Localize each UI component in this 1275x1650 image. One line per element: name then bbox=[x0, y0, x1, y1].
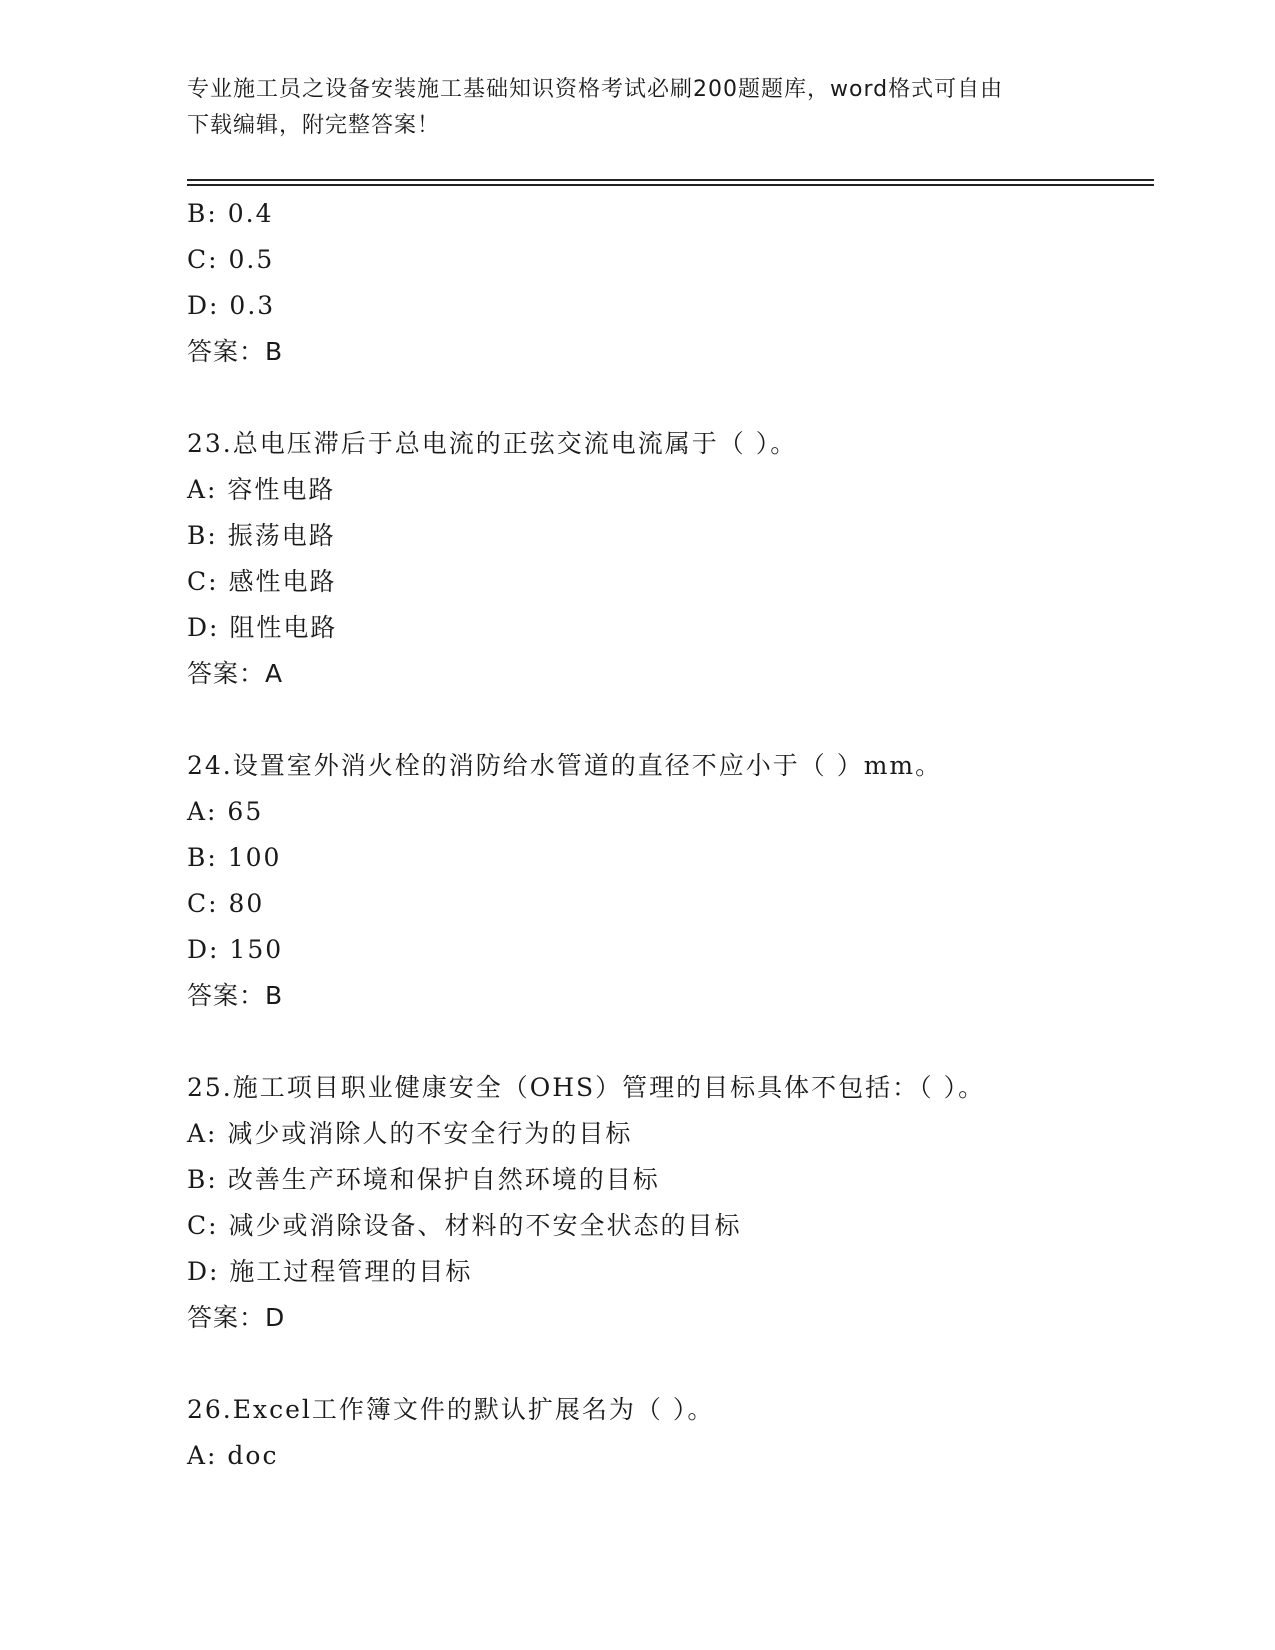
spacer bbox=[187, 697, 1147, 743]
question-25 bbox=[187, 1065, 1147, 1341]
option-c: C: 减少或消除设备、材料的不安全状态的目标 bbox=[187, 1211, 742, 1240]
header-divider-bottom bbox=[187, 184, 1154, 186]
answer-line: 答案：B bbox=[187, 337, 284, 366]
option-c: C: 80 bbox=[187, 889, 265, 918]
option-c: C: 感性电路 bbox=[187, 567, 337, 596]
option-a: A: 65 bbox=[187, 797, 264, 826]
option-d: D: 施工过程管理的目标 bbox=[187, 1257, 473, 1286]
answer-line: 答案：B bbox=[187, 981, 284, 1010]
question-text: 25.施工项目职业健康安全（OHS）管理的目标具体不包括：（ ）。 bbox=[187, 1073, 986, 1102]
question-24 bbox=[187, 743, 1147, 1019]
document-header bbox=[187, 72, 1067, 144]
option-d: D: 阻性电路 bbox=[187, 613, 338, 642]
question-23 bbox=[187, 421, 1147, 697]
question-22-continued bbox=[187, 191, 1147, 375]
question-text: 26.Excel工作簿文件的默认扩展名为（ ）。 bbox=[187, 1395, 715, 1424]
option-b: B: 改善生产环境和保护自然环境的目标 bbox=[187, 1165, 660, 1194]
option-a: A: 容性电路 bbox=[187, 475, 336, 504]
spacer bbox=[187, 375, 1147, 421]
option-d: D: 150 bbox=[187, 935, 284, 964]
header-title-line-2: 下载编辑，附完整答案！ bbox=[187, 113, 441, 138]
option-b: B: 0.4 bbox=[187, 199, 274, 228]
option-a: A: 减少或消除人的不安全行为的目标 bbox=[187, 1119, 633, 1148]
option-b: B: 100 bbox=[187, 843, 282, 872]
question-text: 23.总电压滞后于总电流的正弦交流电流属于（ ）。 bbox=[187, 429, 798, 458]
header-divider-top bbox=[187, 179, 1154, 181]
question-26 bbox=[187, 1387, 1147, 1479]
option-a: A: doc bbox=[187, 1441, 279, 1470]
spacer bbox=[187, 1341, 1147, 1387]
answer-line: 答案：D bbox=[187, 1303, 286, 1332]
spacer bbox=[187, 1019, 1147, 1065]
question-text: 24.设置室外消火栓的消防给水管道的直径不应小于（ ）mm。 bbox=[187, 751, 943, 780]
answer-line: 答案：A bbox=[187, 659, 284, 688]
option-b: B: 振荡电路 bbox=[187, 521, 336, 550]
question-list bbox=[187, 191, 1147, 1479]
option-c: C: 0.5 bbox=[187, 245, 275, 274]
option-d: D: 0.3 bbox=[187, 291, 276, 320]
header-title-line-1: 专业施工员之设备安装施工基础知识资格考试必刷200题题库，word格式可自由 bbox=[187, 77, 1004, 102]
